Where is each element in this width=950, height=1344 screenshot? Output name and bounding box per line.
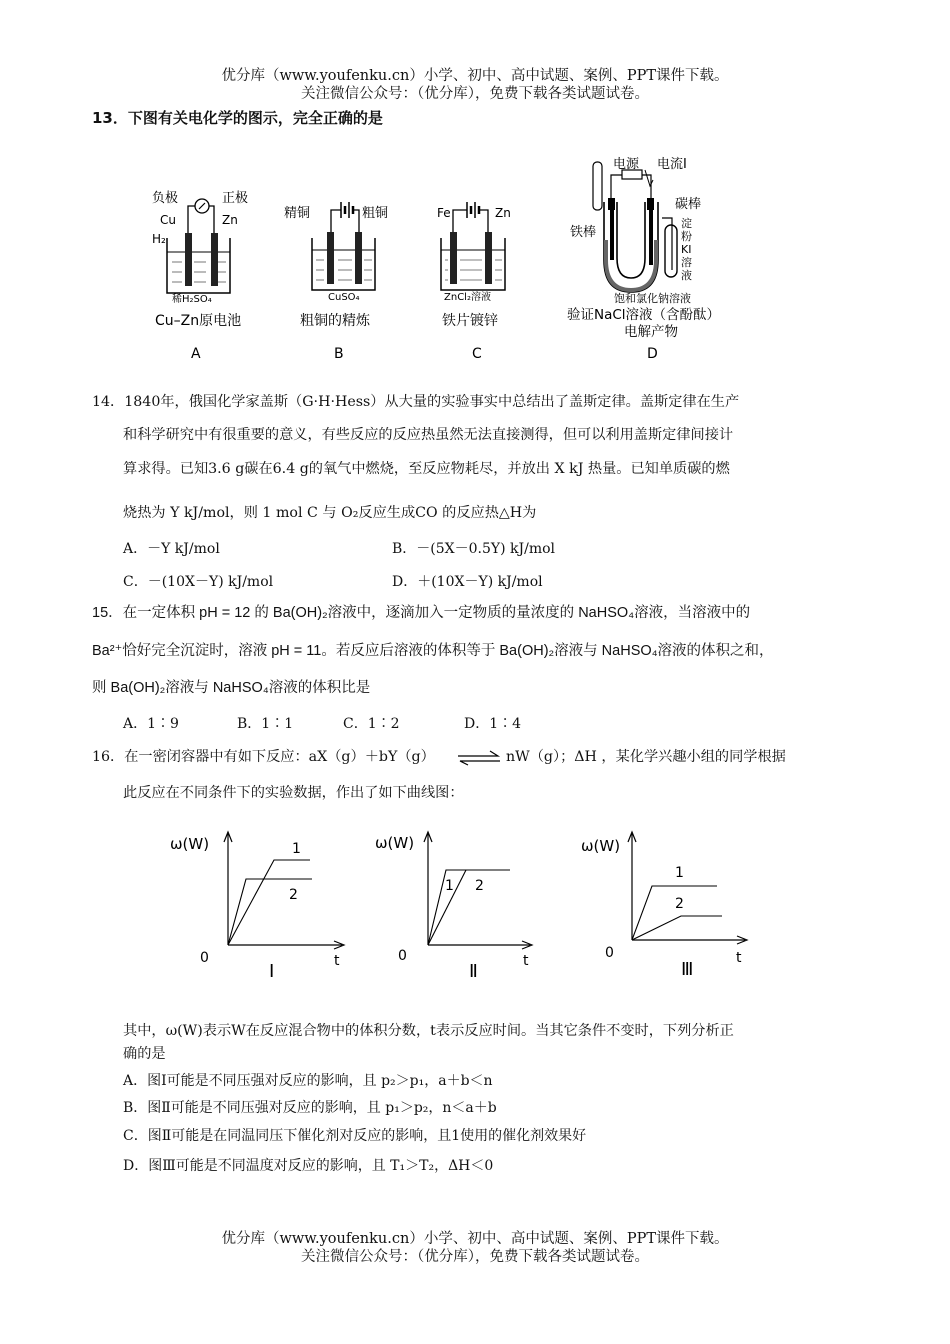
graph-3-xlabel: t (736, 950, 742, 966)
graph-1-curve-1-label: 1 (292, 841, 301, 857)
figure-a-cu-label: Cu (160, 213, 176, 227)
figure-b-copper-refining (284, 202, 388, 362)
graph-2-ylabel: ω(W) (375, 834, 415, 852)
q16-option-c: C．图Ⅱ可能是在同温同压下催化剂对反应的影响，且1使用的催化剂效果好 (123, 1128, 587, 1144)
figure-c-letter: C (472, 346, 482, 362)
graph-2-origin: 0 (398, 948, 407, 964)
figure-c-zn-label: Zn (495, 206, 511, 220)
figure-d-ki-label-2: KI (681, 243, 692, 256)
q15-option-c: C．1∶2 (343, 716, 400, 732)
figure-d-solution-label: 饱和氯化钠溶液 (614, 292, 691, 305)
figure-d-letter: D (647, 346, 658, 362)
header-line-2: 关注微信公众号：（优分库），免费下载各类试题试卷。 (301, 86, 649, 102)
q14-option-a: A．－Y kJ/mol (123, 541, 220, 557)
figure-d-current-label: 电流I (657, 157, 687, 172)
figure-a-neg-label: 负极 (152, 191, 179, 206)
q16-line-2: 此反应在不同条件下的实验数据，作出了如下曲线图： (123, 785, 464, 801)
graph-2-numeral: Ⅱ (469, 961, 478, 982)
q15-line-1: 15．在一定体积 pH = 12 的 Ba(OH)₂溶液中，逐滴加入一定物质的量浓度的 NaHSO₄溶液，当溶液中的 (92, 605, 751, 621)
graph-1-origin: 0 (200, 950, 209, 966)
figure-b-left-label: 精铜 (284, 206, 311, 221)
figure-c-fe-label: Fe (437, 206, 451, 220)
q14-option-b: B．－(5X－0.5Y) kJ/mol (392, 541, 556, 557)
graph-2-curve-2-label: 2 (475, 878, 484, 894)
equilibrium-arrow-icon (454, 750, 504, 766)
figure-d-carbon-label: 碳棒 (675, 197, 702, 212)
figure-d-ki-label-0: 淀 (681, 217, 692, 230)
figure-a-zn-label: Zn (222, 213, 238, 227)
q13-stem: 13．下图有关电化学的图示，完全正确的是 (92, 109, 383, 127)
graph-3-numeral: Ⅲ (681, 959, 694, 980)
q16-option-a: A．图Ⅰ可能是不同压强对反应的影响，且 p₂＞p₁，a＋b＜n (123, 1073, 493, 1089)
q15-line-2: Ba²⁺恰好完全沉淀时，溶液 pH = 11。若反应后溶液的体积等于 Ba(OH)₂溶液与 NaHSO₄溶液的体积之和， (92, 643, 774, 659)
graph-3-ylabel: ω(W) (581, 837, 621, 855)
figure-a-pos-label: 正极 (222, 191, 249, 206)
q16-graphs (0, 820, 950, 990)
q14-option-d: D．＋(10X－Y) kJ/mol (392, 574, 543, 590)
figure-c-solution-label: ZnCl₂溶液 (444, 292, 491, 303)
q14-line-2: 和科学研究中有很重要的意义，有些反应的反应热虽然无法直接测得，但可以利用盖斯定律间接计 (123, 427, 734, 443)
figure-d-caption-1: 验证NaCl溶液（含酚酞） (567, 307, 721, 323)
footer-line-2: 关注微信公众号：（优分库），免费下载各类试题试卷。 (301, 1249, 649, 1265)
q15-option-a: A．1∶9 (123, 716, 179, 732)
figure-d-ki-label-3: 溶 (681, 256, 692, 269)
graph-3-curve-1-label: 1 (675, 865, 684, 881)
q15-line-3: 则 Ba(OH)₂溶液与 NaHSO₄溶液的体积比是 (92, 680, 371, 696)
q16-option-d: D．图Ⅲ可能是不同温度对反应的影响，且 T₁＞T₂，ΔH＜0 (123, 1158, 494, 1174)
graph-3-curve-2 (632, 916, 722, 940)
graph-3-curve-2-label: 2 (675, 896, 684, 912)
figure-a-letter: A (191, 346, 201, 362)
figure-a-h2-label: H₂ (152, 232, 166, 246)
q14-line-1: 14．1840年，俄国化学家盖斯（G·H·Hess）从大量的实验事实中总结出了盖斯定律。盖斯定律在生产 (92, 394, 740, 410)
figure-d-ki-label-4: 液 (681, 269, 692, 282)
graph-2-xlabel: t (523, 953, 529, 969)
q15-option-b: B．1∶1 (237, 716, 294, 732)
figure-d-electrolysis (567, 156, 720, 362)
graph-1-xlabel: t (334, 953, 340, 969)
figure-a-caption: Cu–Zn原电池 (155, 313, 242, 329)
q16-line-1a: 16．在一密闭容器中有如下反应：aX（g）＋bY（g） (92, 749, 435, 765)
figure-c-zinc-plating (437, 202, 511, 362)
graph-1-curve-2-label: 2 (289, 887, 298, 903)
figure-d-power-label: 电源 (613, 157, 640, 172)
graph-3-curve-1 (632, 886, 717, 940)
figure-d-iron-label: 铁棒 (570, 225, 597, 240)
q14-line-3: 算求得。已知3.6 g碳在6.4 g的氧气中燃烧，至反应物耗尽，并放出 X kJ 热量。已知单质碳的燃 (123, 461, 730, 477)
graph-1-curve-2 (228, 879, 312, 945)
figure-a-solution-label: 稀H₂SO₄ (172, 294, 212, 305)
q13-figures (0, 140, 950, 365)
graph-3 (581, 832, 747, 980)
figure-a-galvanic-cell (152, 190, 248, 362)
graph-3-origin: 0 (605, 945, 614, 961)
figure-b-caption: 粗铜的精炼 (300, 313, 370, 329)
graph-1-numeral: Ⅰ (269, 961, 275, 982)
q16-note-line-1: 其中，ω(W)表示W在反应混合物中的体积分数，t表示反应时间。当其它条件不变时，下列分析正 (123, 1023, 734, 1039)
q16-line-1b: nW（g）；ΔH ，某化学兴趣小组的同学根据 (506, 749, 786, 765)
graph-1-ylabel: ω(W) (170, 835, 210, 853)
graph-2 (375, 832, 532, 982)
q14-option-c: C．－(10X－Y) kJ/mol (123, 574, 274, 590)
figure-d-ki-label-1: 粉 (681, 230, 692, 243)
q15-option-d: D．1∶4 (464, 716, 522, 732)
figure-d-caption-2: 电解产物 (624, 324, 678, 340)
graph-2-curve-1-label: 1 (445, 878, 454, 894)
figure-c-caption: 铁片镀锌 (442, 313, 498, 329)
graph-1 (170, 832, 344, 982)
figure-b-letter: B (334, 346, 344, 362)
header-line-1: 优分库（www.youfenku.cn）小学、初中、高中试题、案例、PPT课件下载。 (221, 68, 729, 84)
figure-b-right-label: 粗铜 (362, 206, 389, 221)
figure-b-solution-label: CuSO₄ (328, 292, 360, 303)
q16-note-line-2: 确的是 (123, 1046, 166, 1062)
q14-line-4: 烧热为 Y kJ/mol，则 1 mol C 与 O₂反应生成CO 的反应热△H为 (123, 505, 537, 521)
footer-line-1: 优分库（www.youfenku.cn）小学、初中、高中试题、案例、PPT课件下载。 (221, 1231, 729, 1247)
graph-2-curve-1 (428, 870, 510, 945)
q16-option-b: B．图Ⅱ可能是不同压强对反应的影响，且 p₁＞p₂，n＜a＋b (123, 1100, 497, 1116)
